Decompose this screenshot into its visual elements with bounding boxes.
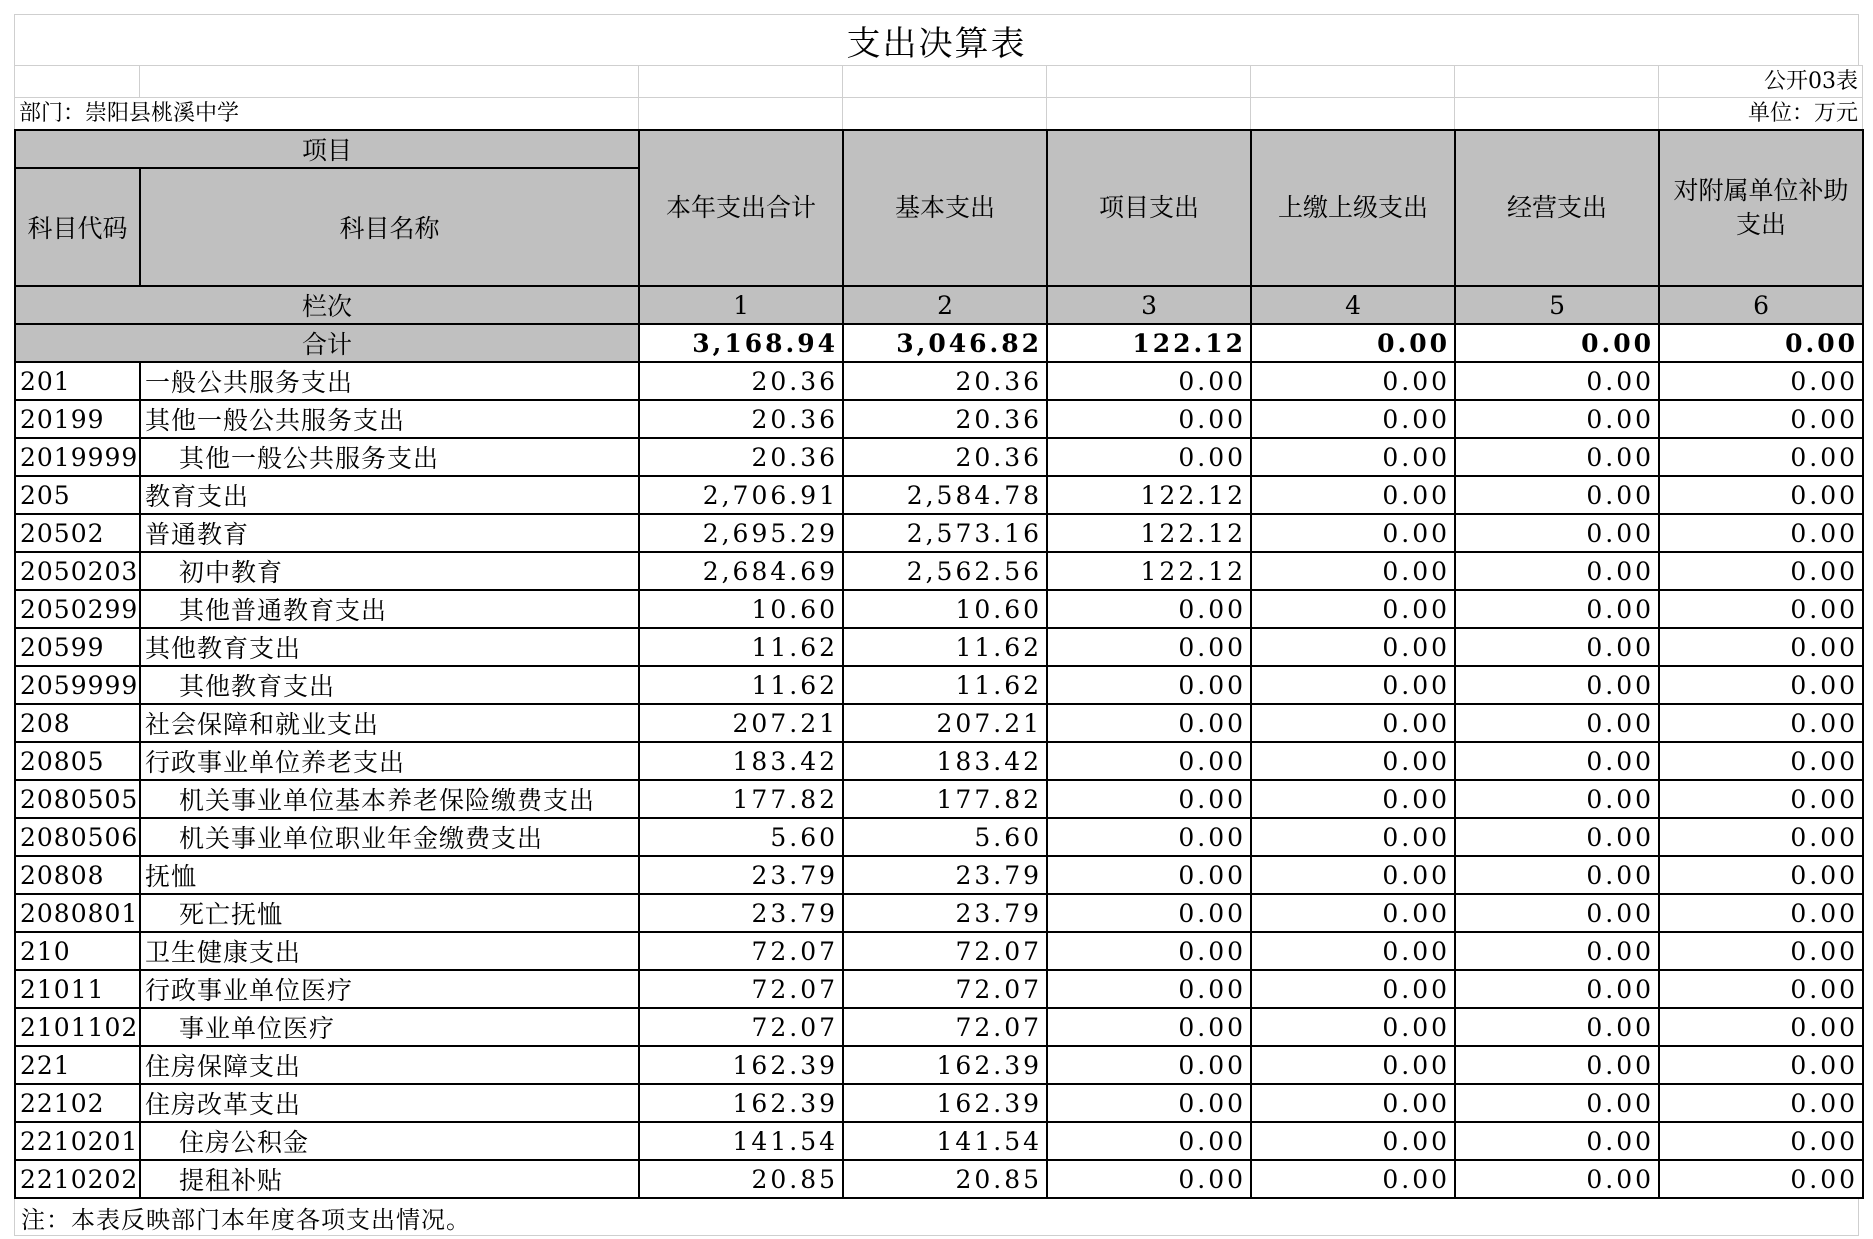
subject-code: 221 [15, 1046, 140, 1084]
amount-cell: 0.00 [1047, 400, 1251, 438]
amount-cell: 0.00 [1047, 590, 1251, 628]
amount-cell: 0.00 [1659, 1160, 1863, 1198]
amount-cell: 0.00 [1047, 932, 1251, 970]
header-code: 科目代码 [15, 168, 140, 286]
amount-cell: 0.00 [1251, 514, 1455, 552]
amount-cell: 0.00 [1659, 514, 1863, 552]
col-number-1: 1 [639, 286, 843, 324]
amount-cell: 0.00 [1659, 1122, 1863, 1160]
subject-name: 行政事业单位医疗 [140, 970, 639, 1008]
subject-code: 20599 [15, 628, 140, 666]
department-label: 部门：崇阳县桃溪中学 [15, 97, 639, 129]
amount-cell: 0.00 [1251, 818, 1455, 856]
amount-cell: 0.00 [1455, 704, 1659, 742]
header-item: 项目 [15, 130, 639, 168]
amount-cell: 23.79 [843, 894, 1047, 932]
unit-label: 单位：万元 [1659, 97, 1863, 129]
subject-name: 其他教育支出 [140, 666, 639, 704]
amount-cell: 162.39 [639, 1046, 843, 1084]
amount-cell: 0.00 [1251, 742, 1455, 780]
amount-cell: 0.00 [1047, 666, 1251, 704]
amount-cell: 20.36 [843, 400, 1047, 438]
amount-cell: 0.00 [1659, 780, 1863, 818]
amount-cell: 20.36 [639, 362, 843, 400]
amount-cell: 0.00 [1659, 590, 1863, 628]
amount-cell: 0.00 [1659, 856, 1863, 894]
table-row [15, 1122, 1863, 1160]
subject-name: 住房公积金 [140, 1122, 639, 1160]
subject-code: 22102 [15, 1084, 140, 1122]
subject-code: 210 [15, 932, 140, 970]
amount-cell: 122.12 [1047, 514, 1251, 552]
table-row [15, 704, 1863, 742]
subject-name: 一般公共服务支出 [140, 362, 639, 400]
amount-cell: 0.00 [1659, 818, 1863, 856]
subject-code: 2101102 [15, 1008, 140, 1046]
subject-code: 2080801 [15, 894, 140, 932]
subject-code: 201 [15, 362, 140, 400]
subject-name: 社会保障和就业支出 [140, 704, 639, 742]
amount-cell: 0.00 [1455, 438, 1659, 476]
header-row-label: 栏次 [15, 286, 639, 324]
header-col-2: 基本支出 [843, 130, 1047, 286]
amount-cell: 0.00 [1251, 780, 1455, 818]
amount-cell: 2,573.16 [843, 514, 1047, 552]
amount-cell: 0.00 [1659, 362, 1863, 400]
amount-cell: 162.39 [843, 1046, 1047, 1084]
amount-cell: 0.00 [1455, 1122, 1659, 1160]
amount-cell: 183.42 [843, 742, 1047, 780]
amount-cell: 0.00 [1251, 666, 1455, 704]
subject-code: 205 [15, 476, 140, 514]
amount-cell: 0.00 [1455, 552, 1659, 590]
col-number-5: 5 [1455, 286, 1659, 324]
department-row [14, 97, 1859, 129]
amount-cell: 0.00 [1251, 552, 1455, 590]
amount-cell: 11.62 [843, 666, 1047, 704]
col-number-3: 3 [1047, 286, 1251, 324]
amount-cell: 177.82 [843, 780, 1047, 818]
table-row [15, 590, 1863, 628]
table-row [15, 970, 1863, 1008]
subject-name: 初中教育 [140, 552, 639, 590]
table-row [15, 666, 1863, 704]
amount-cell: 0.00 [1659, 970, 1863, 1008]
amount-cell: 72.07 [639, 932, 843, 970]
amount-cell: 0.00 [1455, 856, 1659, 894]
amount-cell: 20.36 [843, 362, 1047, 400]
sheet-title: 支出决算表 [14, 14, 1859, 65]
subject-code: 21011 [15, 970, 140, 1008]
col-number-4: 4 [1251, 286, 1455, 324]
subject-name: 其他一般公共服务支出 [140, 438, 639, 476]
col-number-6: 6 [1659, 286, 1863, 324]
subject-code: 2080505 [15, 780, 140, 818]
subject-code: 20805 [15, 742, 140, 780]
amount-cell: 0.00 [1251, 970, 1455, 1008]
amount-cell: 0.00 [1251, 476, 1455, 514]
amount-cell: 0.00 [1251, 894, 1455, 932]
amount-cell: 0.00 [1659, 552, 1863, 590]
subject-code: 20502 [15, 514, 140, 552]
subject-name: 死亡抚恤 [140, 894, 639, 932]
amount-cell: 0.00 [1047, 362, 1251, 400]
amount-cell: 20.36 [639, 438, 843, 476]
amount-cell: 0.00 [1047, 1084, 1251, 1122]
amount-cell: 0.00 [1659, 1008, 1863, 1046]
amount-cell: 23.79 [639, 856, 843, 894]
amount-cell: 0.00 [1455, 780, 1659, 818]
header-col-1: 本年支出合计 [639, 130, 843, 286]
table-row [15, 856, 1863, 894]
amount-cell: 0.00 [1047, 742, 1251, 780]
table-row [15, 818, 1863, 856]
table-row [15, 362, 1863, 400]
table-row [15, 1046, 1863, 1084]
amount-cell: 0.00 [1251, 628, 1455, 666]
amount-cell: 2,562.56 [843, 552, 1047, 590]
amount-cell: 11.62 [843, 628, 1047, 666]
table-row [15, 1160, 1863, 1198]
subject-code: 208 [15, 704, 140, 742]
amount-cell: 207.21 [639, 704, 843, 742]
header-col-3: 项目支出 [1047, 130, 1251, 286]
subject-code: 2019999 [15, 438, 140, 476]
amount-cell: 141.54 [639, 1122, 843, 1160]
amount-cell: 72.07 [843, 970, 1047, 1008]
amount-cell: 10.60 [843, 590, 1047, 628]
amount-cell: 0.00 [1659, 932, 1863, 970]
amount-cell: 0.00 [1251, 704, 1455, 742]
amount-cell: 0.00 [1455, 932, 1659, 970]
amount-cell: 0.00 [1251, 1160, 1455, 1198]
total-value-3: 122.12 [1047, 324, 1251, 362]
amount-cell: 20.85 [639, 1160, 843, 1198]
amount-cell: 0.00 [1455, 628, 1659, 666]
subject-name: 住房改革支出 [140, 1084, 639, 1122]
amount-cell: 5.60 [843, 818, 1047, 856]
amount-cell: 0.00 [1659, 894, 1863, 932]
table-row [15, 1084, 1863, 1122]
table-row [15, 1008, 1863, 1046]
amount-cell: 0.00 [1455, 894, 1659, 932]
amount-cell: 2,684.69 [639, 552, 843, 590]
amount-cell: 5.60 [639, 818, 843, 856]
amount-cell: 0.00 [1251, 400, 1455, 438]
amount-cell: 0.00 [1251, 590, 1455, 628]
amount-cell: 0.00 [1659, 704, 1863, 742]
amount-cell: 0.00 [1659, 1046, 1863, 1084]
subject-code: 2059999 [15, 666, 140, 704]
amount-cell: 0.00 [1455, 476, 1659, 514]
subject-code: 2080506 [15, 818, 140, 856]
subject-code: 2050203 [15, 552, 140, 590]
amount-cell: 122.12 [1047, 476, 1251, 514]
subject-name: 教育支出 [140, 476, 639, 514]
amount-cell: 10.60 [639, 590, 843, 628]
amount-cell: 0.00 [1455, 1160, 1659, 1198]
amount-cell: 0.00 [1455, 818, 1659, 856]
subject-name: 机关事业单位基本养老保险缴费支出 [140, 780, 639, 818]
header-name: 科目名称 [140, 168, 639, 286]
amount-cell: 0.00 [1659, 1084, 1863, 1122]
amount-cell: 0.00 [1455, 1008, 1659, 1046]
table-row [15, 932, 1863, 970]
amount-cell: 0.00 [1659, 400, 1863, 438]
subject-name: 卫生健康支出 [140, 932, 639, 970]
amount-cell: 0.00 [1455, 590, 1659, 628]
subject-code: 2210202 [15, 1160, 140, 1198]
amount-cell: 0.00 [1455, 1084, 1659, 1122]
amount-cell: 207.21 [843, 704, 1047, 742]
amount-cell: 72.07 [639, 1008, 843, 1046]
expenditure-table [14, 129, 1864, 1199]
subject-name: 机关事业单位职业年金缴费支出 [140, 818, 639, 856]
header-col-6: 对附属单位补助支出 [1659, 130, 1863, 286]
subject-name: 事业单位医疗 [140, 1008, 639, 1046]
amount-cell: 0.00 [1659, 742, 1863, 780]
amount-cell: 162.39 [843, 1084, 1047, 1122]
amount-cell: 72.07 [843, 1008, 1047, 1046]
amount-cell: 0.00 [1047, 818, 1251, 856]
amount-cell: 162.39 [639, 1084, 843, 1122]
amount-cell: 0.00 [1455, 362, 1659, 400]
amount-cell: 0.00 [1047, 970, 1251, 1008]
total-value-1: 3,168.94 [639, 324, 843, 362]
table-row [15, 514, 1863, 552]
table-row [15, 628, 1863, 666]
header-col-4: 上缴上级支出 [1251, 130, 1455, 286]
table-row [15, 894, 1863, 932]
amount-cell: 72.07 [843, 932, 1047, 970]
subject-name: 提租补贴 [140, 1160, 639, 1198]
amount-cell: 0.00 [1455, 970, 1659, 1008]
amount-cell: 23.79 [843, 856, 1047, 894]
subject-name: 普通教育 [140, 514, 639, 552]
subject-code: 20199 [15, 400, 140, 438]
amount-cell: 0.00 [1659, 438, 1863, 476]
amount-cell: 0.00 [1659, 476, 1863, 514]
subject-name: 行政事业单位养老支出 [140, 742, 639, 780]
amount-cell: 122.12 [1047, 552, 1251, 590]
amount-cell: 20.36 [639, 400, 843, 438]
form-number-row [14, 65, 1859, 97]
amount-cell: 2,706.91 [639, 476, 843, 514]
amount-cell: 0.00 [1047, 780, 1251, 818]
amount-cell: 0.00 [1455, 742, 1659, 780]
table-row [15, 476, 1863, 514]
amount-cell: 0.00 [1047, 628, 1251, 666]
amount-cell: 20.36 [843, 438, 1047, 476]
subject-code: 2210201 [15, 1122, 140, 1160]
col-number-2: 2 [843, 286, 1047, 324]
amount-cell: 0.00 [1047, 1046, 1251, 1084]
amount-cell: 11.62 [639, 666, 843, 704]
amount-cell: 0.00 [1251, 1008, 1455, 1046]
total-value-5: 0.00 [1455, 324, 1659, 362]
subject-code: 2050299 [15, 590, 140, 628]
total-row [15, 324, 1863, 362]
amount-cell: 0.00 [1047, 438, 1251, 476]
header-col-5: 经营支出 [1455, 130, 1659, 286]
amount-cell: 0.00 [1251, 1122, 1455, 1160]
amount-cell: 0.00 [1047, 856, 1251, 894]
form-number: 公开03表 [1659, 65, 1863, 97]
amount-cell: 0.00 [1659, 628, 1863, 666]
amount-cell: 0.00 [1047, 894, 1251, 932]
subject-name: 其他普通教育支出 [140, 590, 639, 628]
amount-cell: 0.00 [1251, 856, 1455, 894]
subject-name: 其他教育支出 [140, 628, 639, 666]
amount-cell: 0.00 [1455, 666, 1659, 704]
expenditure-sheet [14, 14, 1859, 1236]
amount-cell: 2,695.29 [639, 514, 843, 552]
table-row [15, 552, 1863, 590]
subject-code: 20808 [15, 856, 140, 894]
subject-name: 其他一般公共服务支出 [140, 400, 639, 438]
amount-cell: 0.00 [1047, 1008, 1251, 1046]
table-row [15, 742, 1863, 780]
amount-cell: 0.00 [1251, 1084, 1455, 1122]
amount-cell: 2,584.78 [843, 476, 1047, 514]
amount-cell: 72.07 [639, 970, 843, 1008]
total-value-4: 0.00 [1251, 324, 1455, 362]
table-note: 注：本表反映部门本年度各项支出情况。 [14, 1199, 1859, 1236]
amount-cell: 183.42 [639, 742, 843, 780]
amount-cell: 0.00 [1455, 514, 1659, 552]
amount-cell: 0.00 [1455, 400, 1659, 438]
amount-cell: 23.79 [639, 894, 843, 932]
total-value-2: 3,046.82 [843, 324, 1047, 362]
amount-cell: 0.00 [1659, 666, 1863, 704]
amount-cell: 0.00 [1047, 1122, 1251, 1160]
amount-cell: 0.00 [1251, 1046, 1455, 1084]
table-row [15, 400, 1863, 438]
amount-cell: 141.54 [843, 1122, 1047, 1160]
table-row [15, 438, 1863, 476]
table-row [15, 780, 1863, 818]
amount-cell: 177.82 [639, 780, 843, 818]
amount-cell: 0.00 [1251, 932, 1455, 970]
amount-cell: 20.85 [843, 1160, 1047, 1198]
subject-name: 抚恤 [140, 856, 639, 894]
amount-cell: 0.00 [1047, 704, 1251, 742]
amount-cell: 0.00 [1251, 438, 1455, 476]
amount-cell: 0.00 [1251, 362, 1455, 400]
subject-name: 住房保障支出 [140, 1046, 639, 1084]
amount-cell: 11.62 [639, 628, 843, 666]
total-label: 合计 [15, 324, 639, 362]
amount-cell: 0.00 [1047, 1160, 1251, 1198]
total-value-6: 0.00 [1659, 324, 1863, 362]
amount-cell: 0.00 [1455, 1046, 1659, 1084]
